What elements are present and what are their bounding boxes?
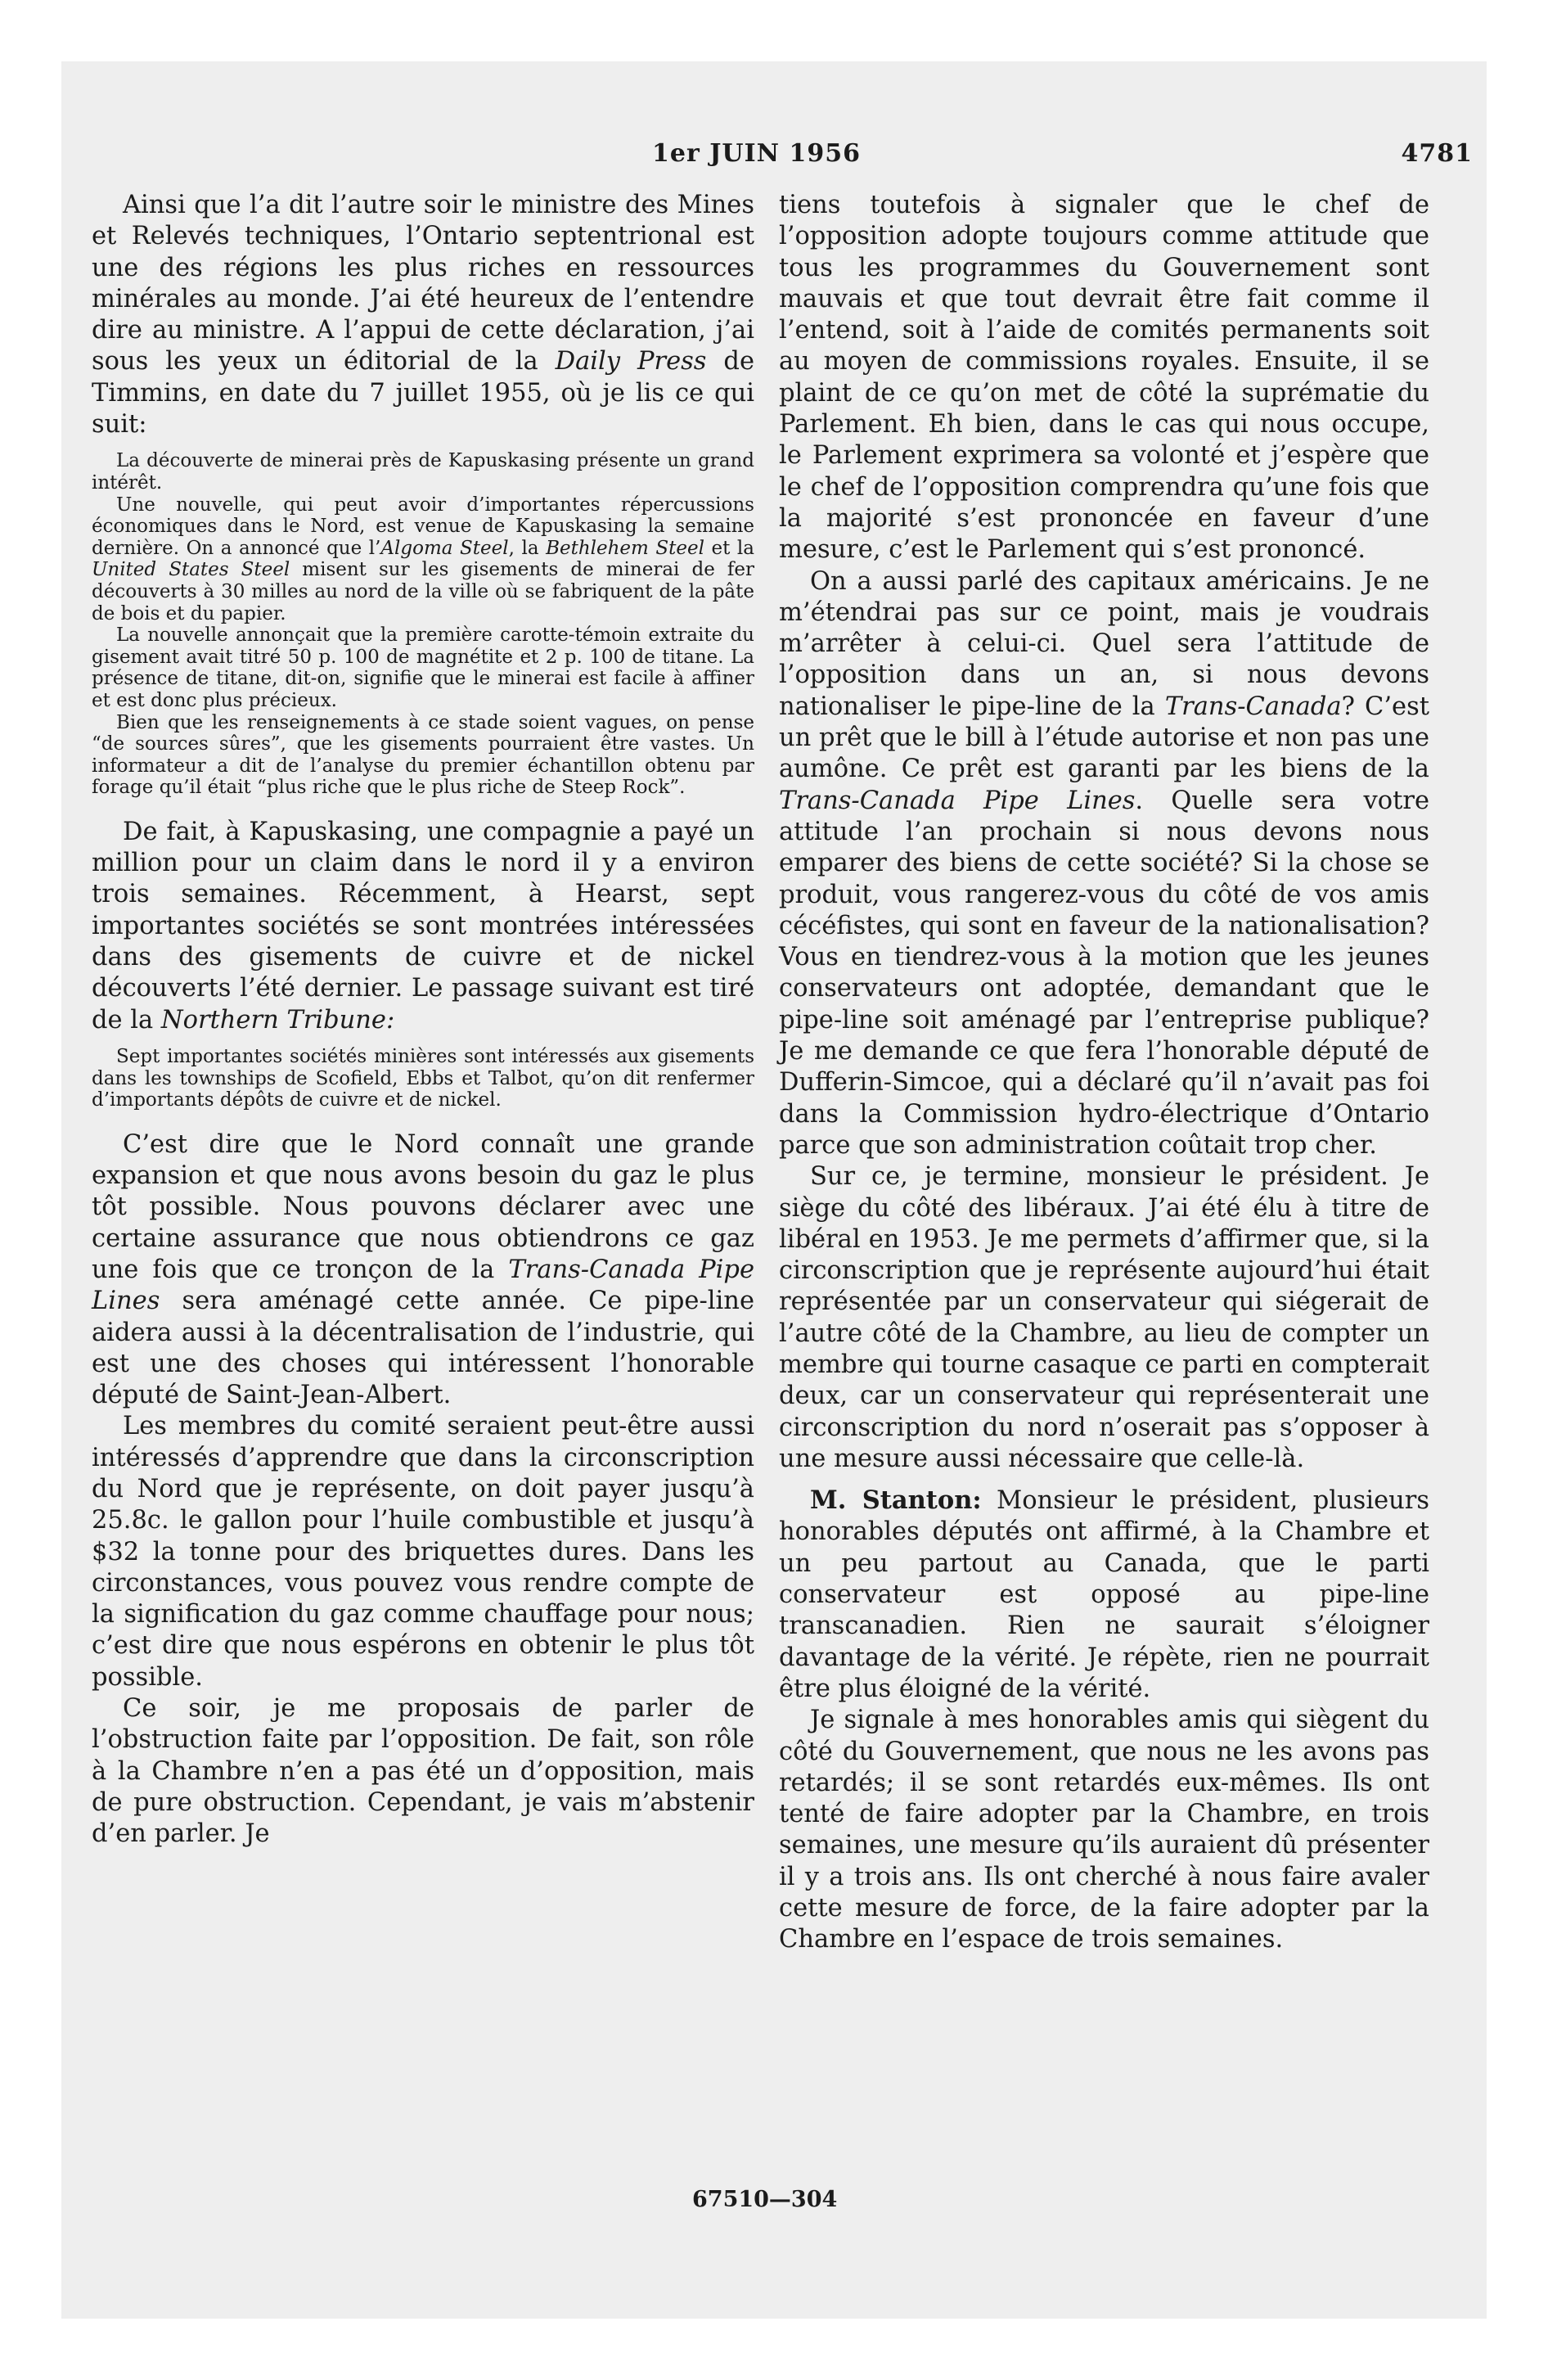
paragraph: De fait, à Kapuskasing, une compagnie a payé un million pour un claim dans le nord il y a environ trois semaines. Récemment, à Hearst, sept importantes sociétés se sont montrées intéressées dans des gisements de cuivre et de nickel découverts l’été dernier. Le passage suivant est tiré de la Northern Tribune: bbox=[92, 817, 754, 1034]
paragraph: tiens toutefois à signaler que le chef de l’opposition adopte toujours comme attitude que tous les programmes du Gouvernement sont mauvais et que tout devrait être fait comme il l’entend, soit à l’aide de comités permanents soit au moyen de commissions royales. Ensuite, il se plaint de ce qu’on met de côté la suprématie du Parlement. Eh bien, dans le cas qui nous occupe, le Parlement exprimera sa volonté et j’espère que le chef de l’opposition comprendra qu’une fois que la majorité s’est prononcée en faveur d’une mesure, c’est le Parlement qui s’est prononcé. bbox=[779, 191, 1429, 565]
quote-paragraph: Une nouvelle, qui peut avoir d’importantes répercussions économiques dans le Nord, est venue de Kapuskasing la semaine dernière. On a annoncé que l’Algoma Steel, la Bethlehem Steel et la United States Steel misent sur les gisements de minerai de fer découverts à 30 milles au nord de la ville où se fabriquent de la pâte de bois et du papier. bbox=[92, 494, 754, 624]
left-column bbox=[92, 190, 754, 1850]
page-number: 4781 bbox=[1401, 139, 1473, 168]
paragraph: Les membres du comité seraient peut-être aussi intéressés d’apprendre que dans la circonscription du Nord que je représente, on doit payer jusqu’à 25.8c. le gallon pour l’huile combustible et jusqu’à $32 la tonne pour des briquettes dures. Dans les circonstances, vous pouvez vous rendre compte de la signification du gaz comme chauffage pour nous; c’est dire que nous espérons en obtenir le plus tôt possible. bbox=[92, 1412, 754, 1692]
paragraph: Je signale à mes honorables amis qui siègent du côté du Gouvernement, que nous ne les avons pas retardés; il se sont retardés eux-mêmes. Ils ont tenté de faire adopter par la Chambre, en trois semaines, une mesure qu’ils auraient dû présenter il y a trois ans. Ils ont cherché à nous faire avaler cette mesure de force, de la faire adopter par la Chambre en l’espace de trois semaines. bbox=[779, 1706, 1429, 1954]
print-code: 67510—304 bbox=[692, 2187, 838, 2212]
speaker-name: M. Stanton: bbox=[810, 1485, 982, 1516]
page-date: 1er JUIN 1956 bbox=[652, 139, 861, 168]
paragraph: C’est dire que le Nord connaît une grande expansion et que nous avons besoin du gaz le plus tôt possible. Nous pouvons déclarer avec une certaine assurance que nous obtiendrons ce gaz une fois que ce tronçon de la Trans-Canada Pipe Lines sera aménagé cette année. Ce pipe-line aidera aussi à la décentralisation de l’industrie, qui est une des choses qui intéressent l’honorable député de Saint-Jean-Albert. bbox=[92, 1129, 754, 1410]
paragraph: Sur ce, je termine, monsieur le président. Je siège du côté des libéraux. J’ai été élu à titre de libéral en 1953. Je me permets d’affirmer que, si la circonscription que je représente aujourd’hui était représentée par un conservateur qui siégerait de l’autre côté de la Chambre, au lieu de compter un membre qui tourne casaque ce parti en compterait deux, car un conservateur qui représenterait une circonscription du nord n’oserait pas s’opposer à une mesure aussi nécessaire que celle-là. bbox=[779, 1162, 1429, 1473]
paragraph: Ce soir, je me proposais de parler de l’obstruction faite par l’opposition. De fait, son rôle à la Chambre n’en a pas été un d’opposition, mais de pure obstruction. Cependant, je vais m’abstenir d’en parler. Je bbox=[92, 1694, 754, 1849]
quote-paragraph: La nouvelle annonçait que la première carotte-témoin extraite du gisement avait titré 50 p. 100 de magnétite et 2 p. 100 de titane. La présence de titane, dit-on, signifie que le minerai est facile à affiner et est donc plus précieux. bbox=[92, 624, 754, 711]
paragraph: On a aussi parlé des capitaux américains. Je ne m’étendrai pas sur ce point, mais je voudrais m’arrêter à celui-ci. Quel sera l’attitude de l’opposition dans un an, si nous devons nationaliser le pipe-line de la Trans-Canada? C’est un prêt que le bill à l’étude autorise et non pas une aumône. Ce prêt est garanti par les biens de la Trans-Canada Pipe Lines. Quelle sera votre attitude l’an prochain si nous devons nous emparer des biens de cette société? Si la chose se produit, vous rangerez-vous du côté de vos amis cécéfistes, qui sont en faveur de la nationalisation? Vous en tiendrez-vous à la motion que les jeunes conservateurs ont adoptée, demandant que le pipe-line soit aménagé par l’entreprise publique? Je me demande ce que fera l’honorable député de Dufferin-Simcoe, qui a déclaré qu’il n’avait pas foi dans la Commission hydro-électrique d’Ontario parce que son administration coûtait trop cher. bbox=[779, 566, 1429, 1160]
paragraph: Ainsi que l’a dit l’autre soir le ministre des Mines et Relevés techniques, l’Ontario septentrional est une des régions les plus riches en ressources minérales au monde. J’ai été heureux de l’entendre dire au ministre. A l’appui de cette déclaration, j’ai sous les yeux un éditorial de la Daily Press de Timmins, en date du 7 juillet 1955, où je lis ce qui suit: bbox=[92, 191, 754, 439]
paragraph: M. Stanton: Monsieur le président, plusieurs honorables députés ont affirmé, à la Chambre et un peu partout au Canada, que le parti conservateur est opposé au pipe-line transcanadien. Rien ne saurait s’éloigner davantage de la vérité. Je répète, rien ne pourrait être plus éloigné de la vérité. bbox=[779, 1485, 1429, 1703]
right-column bbox=[779, 190, 1429, 1956]
quote-paragraph: Sept importantes sociétés minières sont intéressés aux gisements dans les townships de Scofield, Ebbs et Talbot, qu’on dit renfermer d’importants dépôts de cuivre et de nickel. bbox=[92, 1045, 754, 1111]
quote-paragraph: La découverte de minerai près de Kapuskasing présente un grand intérêt. bbox=[92, 450, 754, 494]
quote-paragraph: Bien que les renseignements à ce stade soient vagues, on pense “de sources sûres”, que les gisements pourraient être vastes. Un informateur a dit de l’analyse du premier échantillon obtenu par forage qu’il était “plus riche que le plus riche de Steep Rock”. bbox=[92, 711, 754, 799]
